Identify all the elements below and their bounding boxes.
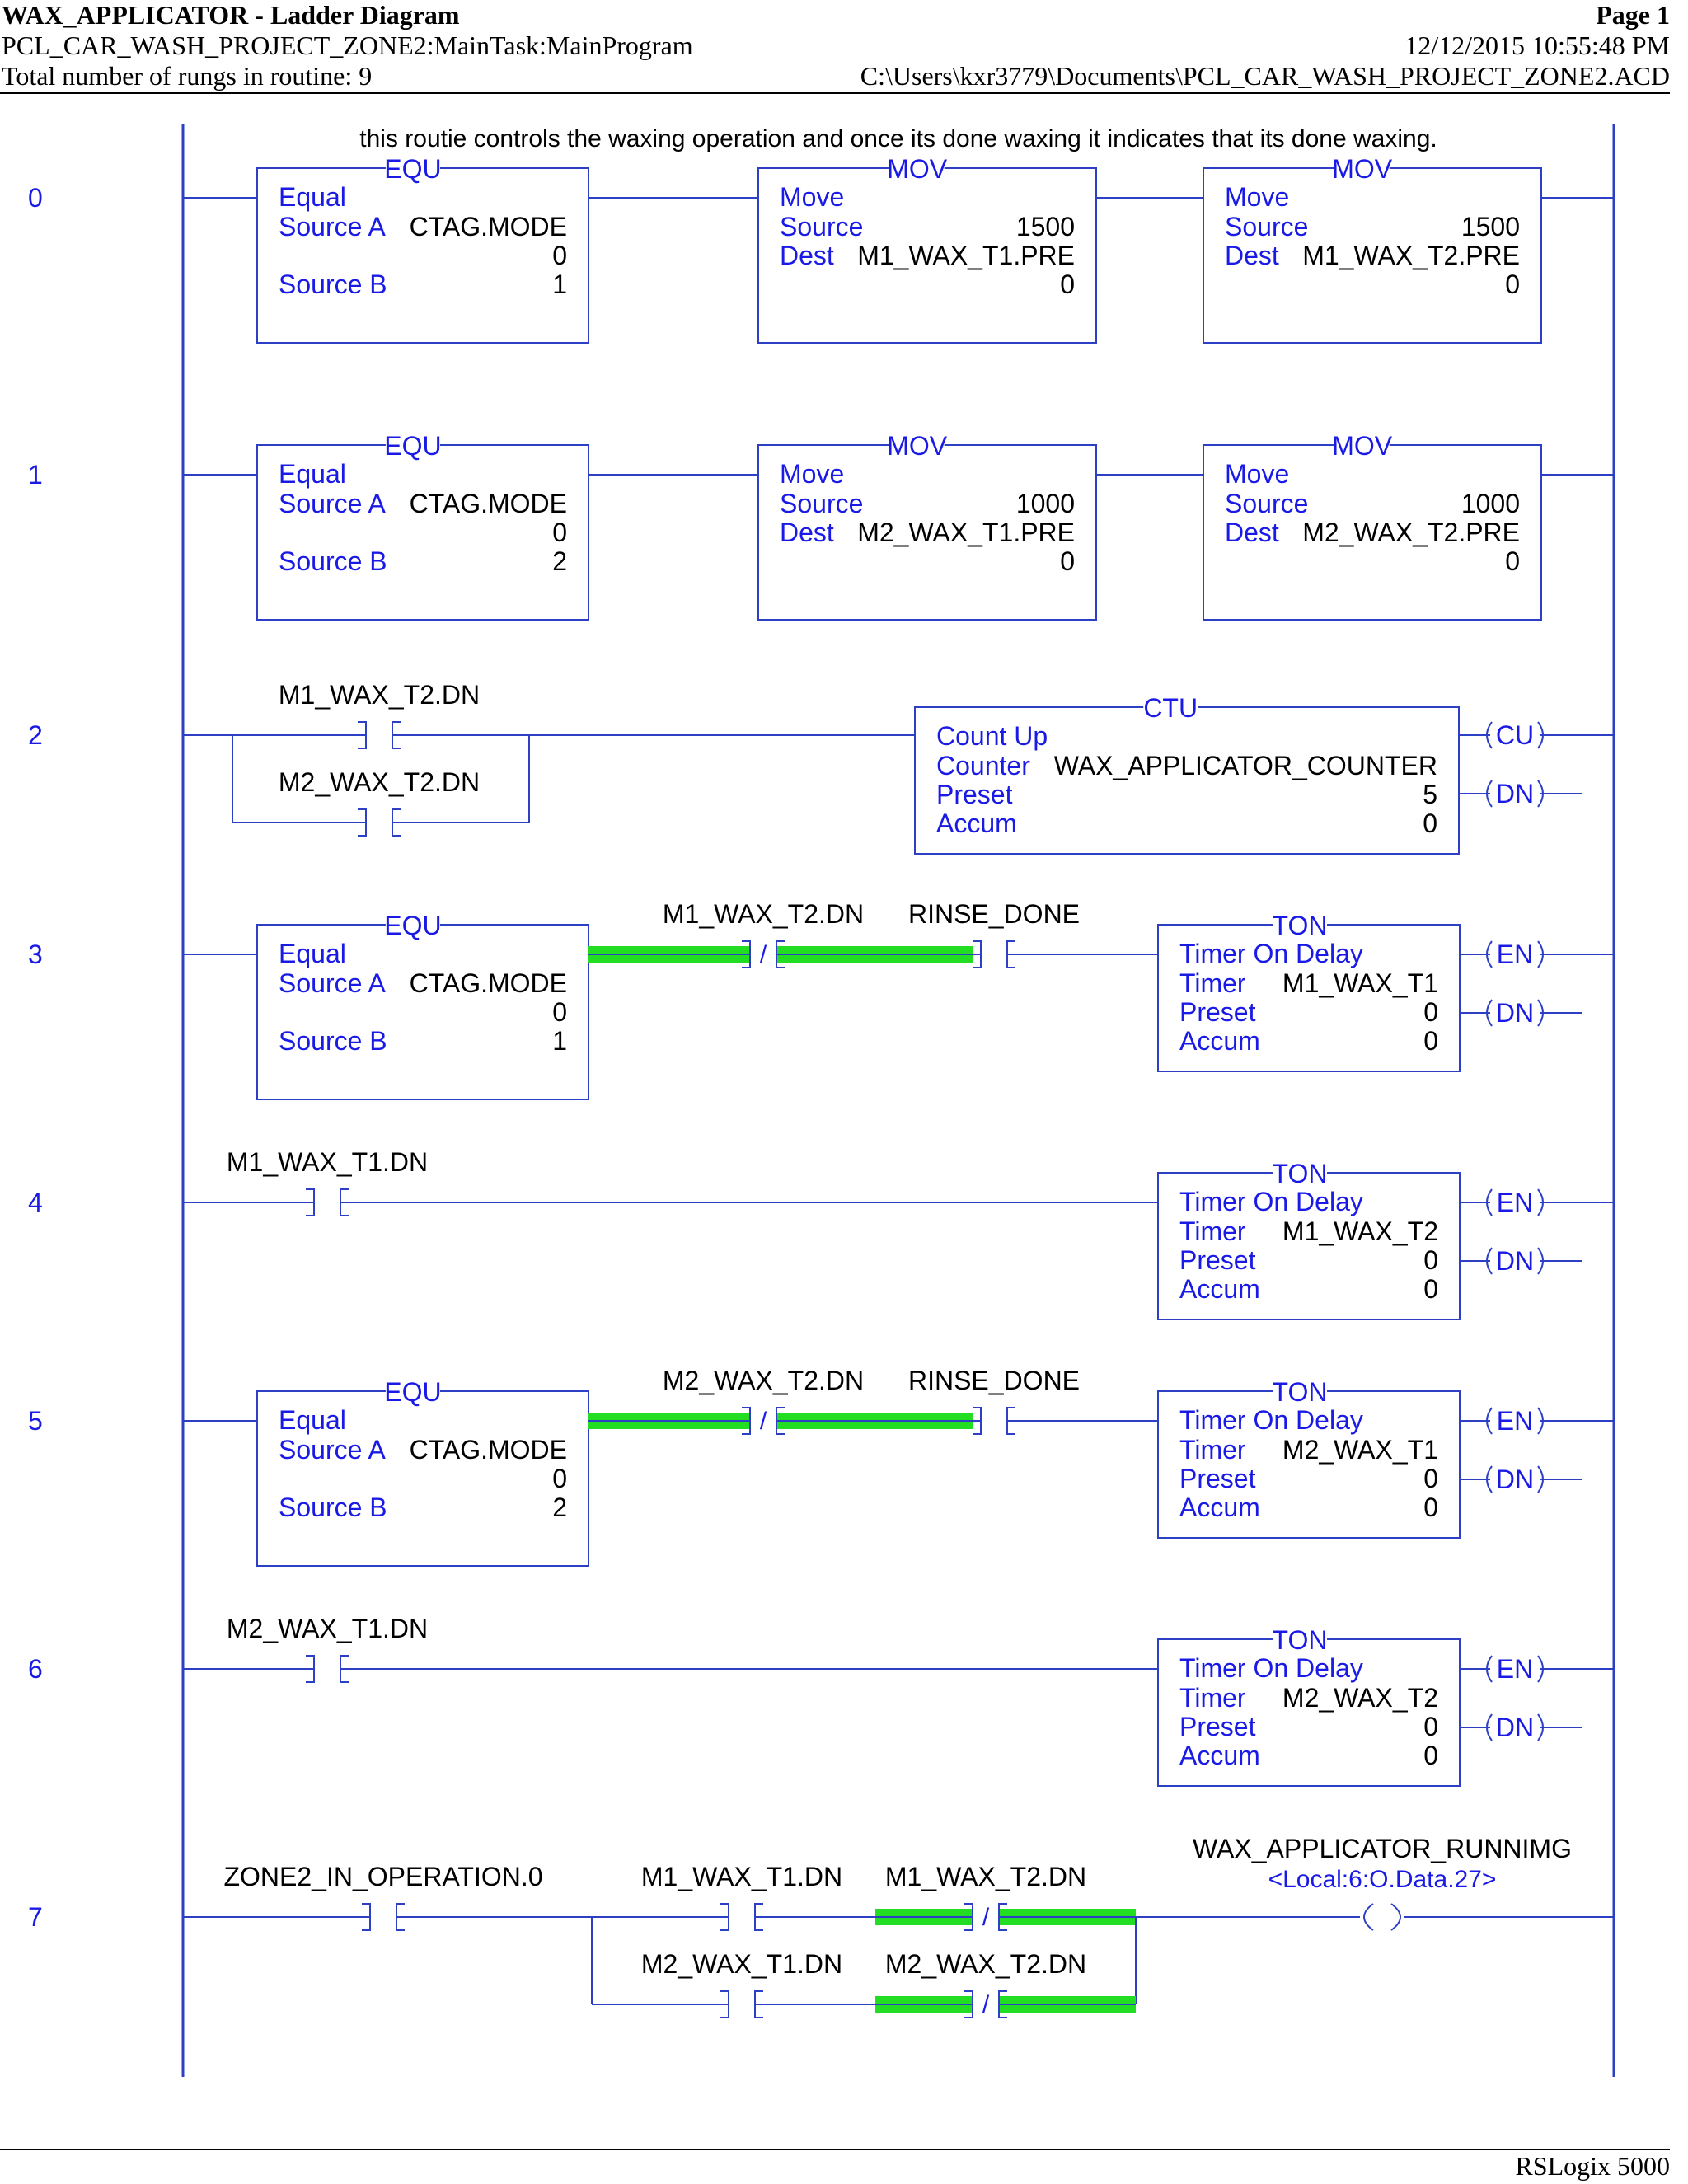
block-param-name: Source xyxy=(780,212,864,241)
block-mnemonic: TON xyxy=(1272,1625,1328,1655)
block-param-value: 0 xyxy=(1060,546,1075,576)
block-mnemonic: EQU xyxy=(384,1377,442,1407)
program-path: PCL_CAR_WASH_PROJECT_ZONE2:MainTask:MainProgram xyxy=(2,30,693,60)
rung-1 xyxy=(28,431,1614,620)
xic-contact xyxy=(592,1862,875,1930)
rung-number: 4 xyxy=(28,1188,43,1217)
block-param-value: M2_WAX_T1.PRE xyxy=(857,518,1075,547)
xic-contact xyxy=(592,1949,875,2018)
rung-number: 6 xyxy=(28,1654,43,1684)
xic-contact xyxy=(183,1614,1158,1682)
contact-tag: M2_WAX_T1.DN xyxy=(226,1614,429,1643)
block-param-name: Source A xyxy=(279,968,386,998)
block-output-coil xyxy=(1487,1406,1543,1436)
rung-6 xyxy=(28,1614,1614,1786)
block-description: Equal xyxy=(279,939,346,968)
block-param-name: Timer xyxy=(1179,1683,1246,1713)
block-param-name: Preset xyxy=(1179,1464,1256,1493)
coil-arc xyxy=(1364,1904,1373,1930)
coil-label: EN xyxy=(1496,940,1534,969)
xic-contact xyxy=(183,1862,592,1930)
contact-tag: M2_WAX_T2.DN xyxy=(884,1949,1087,1979)
routine-title: WAX_APPLICATOR - Ladder Diagram xyxy=(2,0,460,30)
block-param-value: CTAG.MODE xyxy=(409,1435,567,1465)
rung-number: 1 xyxy=(28,460,43,490)
coil-label: DN xyxy=(1495,1465,1535,1494)
instruction-block-equ xyxy=(257,1377,588,1566)
block-param-name: Source B xyxy=(279,269,387,299)
rung-0 xyxy=(28,154,1614,343)
rung-comment: this routie controls the waxing operation and once its done waxing it indicates that its done waxing. xyxy=(359,125,1437,152)
block-param-value: M1_WAX_T1.PRE xyxy=(857,241,1075,270)
block-param-value: M1_WAX_T2.PRE xyxy=(1302,241,1520,270)
block-param-value: 0 xyxy=(1505,546,1520,576)
block-param-value: M2_WAX_T2.PRE xyxy=(1302,518,1520,547)
block-param-name: Accum xyxy=(1179,1741,1260,1770)
contact-tag: M2_WAX_T1.DN xyxy=(640,1949,843,1979)
contact-tag: M1_WAX_T1.DN xyxy=(226,1147,429,1177)
coil-label: CU xyxy=(1495,720,1535,750)
block-param-value: 1 xyxy=(552,1026,567,1056)
instruction-block-mov xyxy=(1203,431,1541,620)
instruction-block-ton xyxy=(1158,1625,1460,1786)
xio-contact xyxy=(875,1862,1136,1931)
contact-tag: M2_WAX_T2.DN xyxy=(278,767,481,797)
rung-7 xyxy=(28,1834,1614,2018)
block-param-value: M2_WAX_T2 xyxy=(1282,1683,1438,1713)
block-mnemonic: TON xyxy=(1272,911,1328,940)
block-param-name: Accum xyxy=(1179,1274,1260,1304)
rung-3 xyxy=(28,899,1614,1099)
contact-tag: RINSE_DONE xyxy=(907,899,1081,929)
block-mnemonic: TON xyxy=(1272,1377,1328,1407)
block-mnemonic: MOV xyxy=(1332,154,1393,184)
instruction-block-mov xyxy=(758,431,1096,620)
block-param-name: Source B xyxy=(279,1026,387,1056)
instruction-block-ctu xyxy=(915,693,1459,854)
instruction-block-mov xyxy=(758,154,1096,343)
instruction-block-ton xyxy=(1158,1377,1460,1538)
block-param-value: 1000 xyxy=(1461,489,1520,518)
block-description: Move xyxy=(1225,182,1290,212)
contact-tag: M1_WAX_T1.DN xyxy=(640,1862,843,1891)
coil-arc xyxy=(1391,1904,1400,1930)
rung-number: 3 xyxy=(28,940,43,969)
block-param-value: CTAG.MODE xyxy=(409,489,567,518)
block-output-coil xyxy=(1487,1188,1543,1217)
rung-number: 5 xyxy=(28,1406,43,1436)
block-param-value: M1_WAX_T2 xyxy=(1282,1216,1438,1246)
block-output-coil xyxy=(1487,940,1543,969)
xic-contact xyxy=(232,767,529,836)
block-param-name: Dest xyxy=(1225,241,1279,270)
block-param-name: Timer xyxy=(1179,1216,1246,1246)
block-param-value: 1 xyxy=(552,269,567,299)
block-mnemonic: CTU xyxy=(1143,693,1198,723)
file-path: C:\Users\kxr3779\Documents\PCL_CAR_WASH_PROJECT_ZONE2.ACD xyxy=(860,61,1670,91)
block-mnemonic: MOV xyxy=(887,431,948,461)
rung-number: 0 xyxy=(28,183,43,213)
block-param-value: 1000 xyxy=(1015,489,1075,518)
block-param-value: 0 xyxy=(1505,269,1520,299)
block-mnemonic: TON xyxy=(1272,1159,1328,1188)
block-param-name: Source A xyxy=(279,489,386,518)
block-mnemonic: EQU xyxy=(384,911,442,940)
block-param-value: 0 xyxy=(1423,1464,1438,1493)
xio-slash: / xyxy=(982,1904,990,1931)
rung-number: 2 xyxy=(28,720,43,750)
contact-tag: M1_WAX_T2.DN xyxy=(884,1862,1087,1891)
block-param-name: Accum xyxy=(936,808,1017,838)
instruction-block-equ xyxy=(257,911,588,1099)
block-description: Move xyxy=(780,459,845,489)
coil-alias: <Local:6:O.Data.27> xyxy=(1268,1866,1497,1893)
block-param-value: WAX_APPLICATOR_COUNTER xyxy=(1053,751,1437,780)
page-number: Page 1 xyxy=(1596,0,1670,30)
block-description: Move xyxy=(780,182,845,212)
block-param-value: 0 xyxy=(1423,1493,1438,1522)
block-mnemonic: EQU xyxy=(384,154,442,184)
block-param-value: 1500 xyxy=(1015,212,1075,241)
block-param-value: 0 xyxy=(552,1464,567,1493)
block-param-name: Preset xyxy=(1179,1712,1256,1741)
block-param-value: 1500 xyxy=(1461,212,1520,241)
block-description: Equal xyxy=(279,1405,346,1435)
contact-tag: M1_WAX_T2.DN xyxy=(662,899,865,929)
coil-label: DN xyxy=(1495,1246,1535,1276)
block-param-name: Source A xyxy=(279,212,386,241)
xic-contact xyxy=(183,680,915,748)
block-description: Timer On Delay xyxy=(1179,1405,1363,1435)
block-param-value: CTAG.MODE xyxy=(409,968,567,998)
footer-divider xyxy=(0,2149,1670,2150)
instruction-block-equ xyxy=(257,154,588,343)
xio-slash: / xyxy=(982,1991,990,2018)
coil-label: DN xyxy=(1495,998,1535,1028)
xic-contact xyxy=(183,1147,1158,1216)
block-description: Move xyxy=(1225,459,1290,489)
block-param-value: 0 xyxy=(1423,1026,1438,1056)
block-param-name: Dest xyxy=(1225,518,1279,547)
block-param-value: 0 xyxy=(552,997,567,1027)
coil-label: DN xyxy=(1495,1713,1535,1742)
rung-4 xyxy=(28,1147,1614,1319)
block-param-value: 0 xyxy=(1423,808,1437,838)
rung-count: Total number of rungs in routine: 9 xyxy=(2,61,373,91)
instruction-block-mov xyxy=(1203,154,1541,343)
block-param-value: 0 xyxy=(1423,1274,1438,1304)
block-param-name: Timer xyxy=(1179,1435,1246,1465)
block-output-coil xyxy=(1487,720,1543,750)
block-param-value: CTAG.MODE xyxy=(409,212,567,241)
block-param-value: 2 xyxy=(552,1493,567,1522)
rung-number: 7 xyxy=(28,1902,43,1932)
block-param-value: 0 xyxy=(1423,1245,1438,1275)
block-param-value: 0 xyxy=(1423,1712,1438,1741)
block-description: Timer On Delay xyxy=(1179,939,1363,968)
block-param-value: 2 xyxy=(552,546,567,576)
contact-tag: RINSE_DONE xyxy=(907,1366,1081,1395)
instruction-block-ton xyxy=(1158,1159,1460,1319)
coil-label: EN xyxy=(1496,1188,1534,1217)
block-param-name: Source xyxy=(780,489,864,518)
block-mnemonic: MOV xyxy=(887,154,948,184)
instruction-block-ton xyxy=(1158,911,1460,1071)
block-param-value: 0 xyxy=(552,518,567,547)
block-param-name: Preset xyxy=(936,780,1013,809)
block-description: Timer On Delay xyxy=(1179,1187,1363,1216)
print-datetime: 12/12/2015 10:55:48 PM xyxy=(1404,30,1670,60)
block-param-value: 0 xyxy=(1423,1741,1438,1770)
block-param-value: 0 xyxy=(552,241,567,270)
output-coil xyxy=(1364,1904,1400,1930)
block-mnemonic: EQU xyxy=(384,431,442,461)
block-mnemonic: MOV xyxy=(1332,431,1393,461)
block-param-name: Source xyxy=(1225,489,1309,518)
block-param-name: Preset xyxy=(1179,1245,1256,1275)
coil-tag: WAX_APPLICATOR_RUNNIMG xyxy=(1193,1834,1572,1863)
block-param-value: 5 xyxy=(1423,780,1437,809)
xio-slash: / xyxy=(759,1408,767,1435)
contact-tag: ZONE2_IN_OPERATION.0 xyxy=(223,1862,543,1891)
coil-label: EN xyxy=(1496,1654,1534,1684)
block-output-coil xyxy=(1487,779,1543,808)
block-output-coil xyxy=(1487,1465,1543,1494)
xio-contact xyxy=(875,1949,1136,2018)
coil-label: DN xyxy=(1495,779,1535,808)
block-output-coil xyxy=(1487,1654,1543,1684)
block-description: Timer On Delay xyxy=(1179,1653,1363,1683)
block-output-coil xyxy=(1487,1713,1543,1742)
block-param-name: Source xyxy=(1225,212,1309,241)
block-param-name: Source B xyxy=(279,1493,387,1522)
block-param-name: Dest xyxy=(780,241,834,270)
instruction-block-equ xyxy=(257,431,588,620)
footer-label: RSLogix 5000 xyxy=(1515,2151,1670,2181)
block-param-value: M2_WAX_T1 xyxy=(1282,1435,1438,1465)
contact-tag: M1_WAX_T2.DN xyxy=(278,680,481,710)
block-param-value: 0 xyxy=(1423,997,1438,1027)
rung-5 xyxy=(28,1366,1614,1566)
block-description: Equal xyxy=(279,182,346,212)
rung-2 xyxy=(28,680,1614,854)
block-param-name: Preset xyxy=(1179,997,1256,1027)
block-param-name: Accum xyxy=(1179,1493,1260,1522)
block-param-value: 0 xyxy=(1060,269,1075,299)
block-param-value: M1_WAX_T1 xyxy=(1282,968,1438,998)
block-output-coil xyxy=(1487,1246,1543,1276)
coil-label: EN xyxy=(1496,1406,1534,1436)
block-description: Equal xyxy=(279,459,346,489)
block-output-coil xyxy=(1487,998,1543,1028)
xio-slash: / xyxy=(759,941,767,968)
block-param-name: Source B xyxy=(279,546,387,576)
block-param-name: Source A xyxy=(279,1435,386,1465)
block-param-name: Timer xyxy=(1179,968,1246,998)
contact-tag: M2_WAX_T2.DN xyxy=(662,1366,865,1395)
block-param-name: Counter xyxy=(936,751,1030,780)
block-description: Count Up xyxy=(936,721,1048,751)
block-param-name: Dest xyxy=(780,518,834,547)
block-param-name: Accum xyxy=(1179,1026,1260,1056)
